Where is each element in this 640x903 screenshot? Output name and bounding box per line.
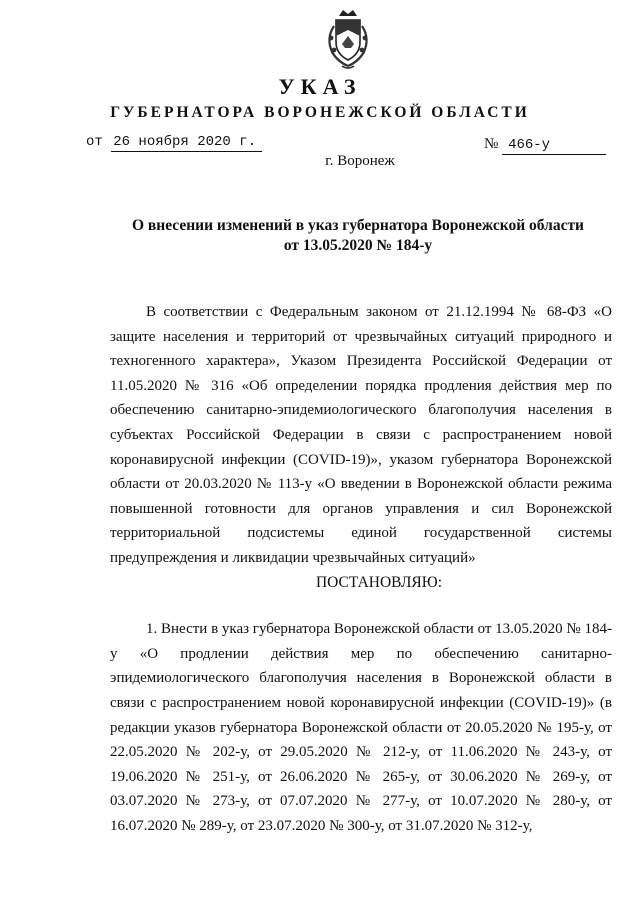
date-value: 26 ноября 2020 г. [111, 134, 262, 152]
preamble-paragraph: В соответствии с Федеральным законом от 21.12.1994 № 68-ФЗ «О защите населения и территорий от чрезвычайных ситуаций природного и техногенного характера», Указом Президента Российской Федерации от 11.05.2020 № 316 «Об определении порядка продления действия мер по обеспечению санитарно-эпидемиологического благополучия населения в субъектах Российской Федерации в связи с распространением новой коронавирусной инфекции (COVID-19)», указом губернатора Воронежской области от 20.03.2020 № 113-у «О введении в Воронежской области режима повышенной готовности для органов управления и сил Воронежской территориальной подсистемы единой государственной системы предупреждения и ликвидации чрезвычайных ситуаций» [110, 304, 612, 566]
city: г. Воронеж [325, 153, 395, 169]
coat-of-arms-icon [322, 8, 374, 72]
date-prefix: от [86, 134, 103, 150]
issuer-subtitle: ГУБЕРНАТОРА ВОРОНЕЖСКОЙ ОБЛАСТИ [110, 104, 530, 121]
document-date [86, 134, 262, 152]
document-body [110, 300, 612, 838]
item-1-paragraph: 1. Внести в указ губернатора Воронежской области от 13.05.2020 № 184-у «О продлении действия мер по обеспечению санитарно-эпидемиологического благополучия населения в Воронежской области в связи с распространением новой коронавирусной инфекции (COVID-19)» (в редакции указов губернатора Воронежской области от 20.05.2020 № 195-у, от 22.05.2020 № 202-у, от 29.05.2020 № 212-у, от 11.06.2020 № 243-у, от 19.06.2020 № 251-у, от 26.06.2020 № 265-у, от 30.06.2020 № 269-у, от 03.07.2020 № 273-у, от 07.07.2020 № 277-у, от 10.07.2020 № 280-у, от 16.07.2020 № 289-у, от 23.07.2020 № 300-у, от 31.07.2020 № 312-у, [110, 621, 612, 834]
heading-line-1: О внесении изменений в указ губернатора Воронежской области [131, 217, 584, 234]
heading-line-2: от 13.05.2020 № 184-у [283, 237, 433, 254]
decree-word: ПОСТАНОВЛЯЮ: [315, 573, 443, 591]
document-heading [110, 216, 606, 256]
number-prefix: № [484, 136, 499, 152]
document-type-title: УКАЗ [278, 74, 362, 99]
number-value: 466-у [502, 137, 606, 155]
